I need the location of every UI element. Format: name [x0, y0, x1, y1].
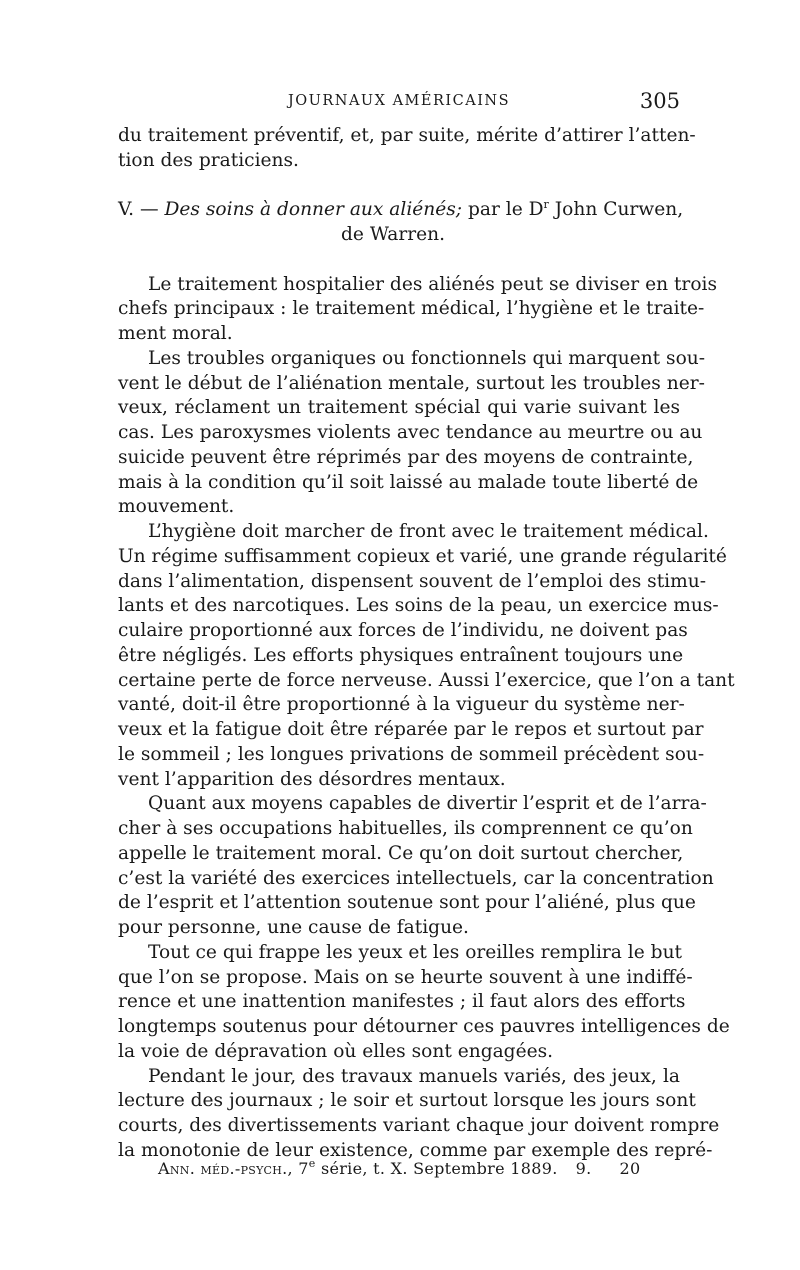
text-line: culaire proportionné aux forces de l’individu, ne doivent pas — [118, 620, 688, 641]
footer-issue-sup: e — [308, 1157, 316, 1170]
section-author: John Curwen, — [548, 199, 684, 221]
footer-sheet: 20 — [619, 1159, 641, 1178]
text-line: ment moral. — [118, 323, 233, 344]
text-line: rence et une inattention manifestes ; il faut alors des efforts — [118, 991, 686, 1013]
text-line: vanté, doit-il être proportionné à la vigueur du système ner- — [118, 694, 685, 716]
text-line: courts, des divertissements variant chaque jour doivent rompre — [118, 1115, 720, 1136]
text-line: longtemps soutenus pour détourner ces pauvres intelligences de — [118, 1016, 730, 1037]
text-line: cas. Les paroxysmes violents avec tendance au meurtre ou au — [118, 422, 703, 443]
text-line: la monotonie de leur existence, comme par exemple des repré- — [118, 1139, 713, 1161]
page-header — [118, 89, 680, 121]
text-line: chefs principaux : le traitement médical, l’hygiène et le traite- — [118, 298, 705, 320]
section-title: Des soins à donner aux aliénés; — [164, 199, 463, 221]
section-heading — [118, 198, 684, 223]
text-line: certaine perte de force nerveuse. Aussi l’exercice, que l’on a tant — [118, 669, 735, 691]
text-line: être négligés. Les efforts physiques entraînent toujours une — [118, 644, 684, 666]
text-line: du traitement préventif, et, par suite, mérite d’attirer l’atten- — [118, 125, 696, 146]
text-line: tion des praticiens. — [118, 149, 299, 171]
text-line: vent le début de l’aliénation mentale, surtout les troubles ner- — [118, 372, 705, 394]
text-line: suicide peuvent être réprimés par des moyens de contrainte, — [118, 446, 694, 468]
text-line: L’hygiène doit marcher de front avec le traitement médical. — [148, 521, 709, 542]
text-line: mouvement. — [118, 496, 235, 518]
section-by: par le D — [462, 199, 544, 221]
text-line: Le traitement hospitalier des aliénés peut se diviser en trois — [148, 273, 718, 295]
text-line: Quant aux moyens capables de divertir l’esprit et de l’arra- — [148, 793, 707, 815]
text-line: veux, réclament un traitement spécial qui varie suivant les — [118, 397, 680, 419]
page-footer — [158, 1159, 678, 1178]
running-title: JOURNAUX AMÉRICAINS — [287, 93, 511, 109]
text-line: veux et la fatigue doit être réparée par le repos et surtout par — [118, 719, 704, 740]
section-place: de Warren. — [341, 224, 446, 245]
page-number: 305 — [639, 89, 680, 113]
text-line: la voie de dépravation où elles sont engagées. — [118, 1040, 554, 1062]
text-line: vent l’apparition des désordres mentaux. — [118, 768, 506, 790]
text-line: le sommeil ; les longues privations de sommeil précèdent sou- — [118, 743, 705, 765]
footer-rest: série, t. X. Septembre 1889. — [315, 1159, 558, 1178]
text-line: mais à la condition qu’il soit laissé au malade toute liberté de — [118, 471, 699, 493]
section-by-sup: r — [543, 198, 549, 212]
footer-issue: , 7 — [287, 1159, 309, 1178]
section-label: V. — — [118, 199, 165, 221]
text-line: Tout ce qui frappe les yeux et les oreilles remplira le but — [148, 941, 683, 963]
text-line: que l’on se propose. Mais on se heurte souvent à une indiffé- — [118, 966, 693, 988]
text-line: c’est la variété des exercices intellectuels, car la concentration — [118, 867, 714, 889]
body-text — [118, 124, 735, 1164]
text-line: Un régime suffisamment copieux et varié, une grande régularité — [118, 545, 727, 567]
footer-signature: 9. — [575, 1159, 592, 1178]
text-line: lants et des narcotiques. Les soins de la peau, un exercice mus- — [118, 595, 719, 617]
text-line: pour personne, une cause de fatigue. — [118, 917, 469, 938]
paragraphs — [118, 273, 735, 1164]
text-line: dans l’alimentation, dispensent souvent de l’emploi des stimu- — [118, 570, 707, 592]
text-line: cher à ses occupations habituelles, ils comprennent ce qu’on — [118, 818, 693, 839]
text-line: de l’esprit et l’attention soutenue sont pour l’aliéné, plus que — [118, 892, 696, 914]
text-line: Les troubles organiques ou fonctionnels qui marquent sou- — [148, 347, 706, 369]
text-line: lecture des journaux ; le soir et surtout lorsque les jours sont — [118, 1090, 696, 1112]
footer-journal: Ann. méd.-psych. — [158, 1159, 288, 1178]
text-line: appelle le traitement moral. Ce qu’on doit surtout chercher, — [118, 842, 684, 864]
text-line: Pendant le jour, des travaux manuels variés, des jeux, la — [148, 1065, 680, 1087]
